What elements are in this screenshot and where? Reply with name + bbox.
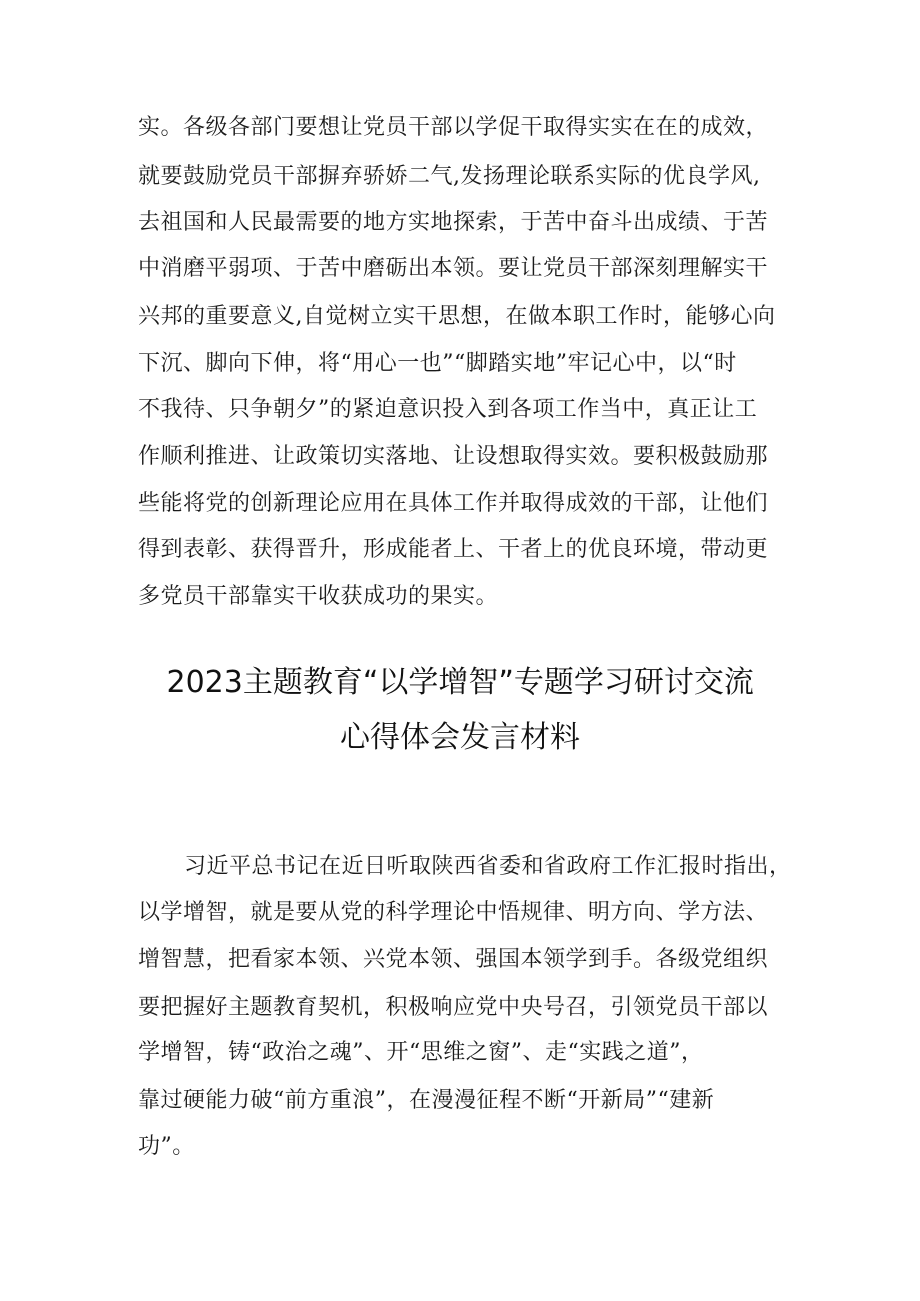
text-line: 学增智，铸“政治之魂”、开“思维之窗”、走“实践之道”，: [138, 1040, 704, 1065]
title-line-1: 2023主题教育“以学增智”专题学习研讨交流: [166, 665, 754, 700]
text-line: 些能将党的创新理论应用在具体工作并取得成效的干部，让他们: [138, 491, 769, 516]
text-line: 功”。: [138, 1134, 195, 1159]
text-line: 去祖国和人民最需要的地方实地探索，于苦中奋斗出成绩、于苦: [138, 210, 769, 235]
title-line-2: 心得体会发言材料: [340, 720, 580, 755]
text-line: 靠过硬能力破“前方重浪”，在漫漫征程不断“开新局”“建新: [138, 1088, 715, 1113]
text-line: 兴邦的重要意义,自觉树立实干思想，在做本职工作时，能够心向: [138, 304, 776, 329]
text-line: 以学增智，就是要从党的科学理论中悟规律、明方向、学方法、: [138, 900, 769, 925]
text-line: 中消磨平弱项、于苦中磨砺出本领。要让党员干部深刻理解实干: [138, 256, 769, 281]
text-line: 多党员干部靠实干收获成功的果实。: [138, 584, 499, 609]
text-line: 增智慧，把看家本领、兴党本领、强国本领学到手。各级党组织: [138, 947, 769, 972]
text-line: 作顺利推进、让政策切实落地、让设想取得实效。要积极鼓励那: [138, 444, 769, 469]
text-line: 下沉、脚向下伸，将“用心一也”“脚踏实地”牢记心中，以“时: [138, 351, 737, 376]
text-line: 不我待、只争朝夕”的紧迫意识投入到各项工作当中，真正让工: [138, 397, 758, 422]
text-line: 得到表彰、获得晋升，形成能者上、干者上的优良环境，带动更: [138, 537, 769, 562]
text-line: 要把握好主题教育契机，积极响应党中央号召，引领党员干部以: [138, 995, 769, 1020]
text-line: 实。各级各部门要想让党员干部以学促干取得实实在在的成效，: [138, 115, 769, 140]
text-line: 就要鼓励党员干部摒弃骄娇二气,发扬理论联系实际的优良学风,: [138, 164, 761, 189]
text-line: 习近平总书记在近日听取陕西省委和省政府工作汇报时指出，: [184, 854, 792, 879]
